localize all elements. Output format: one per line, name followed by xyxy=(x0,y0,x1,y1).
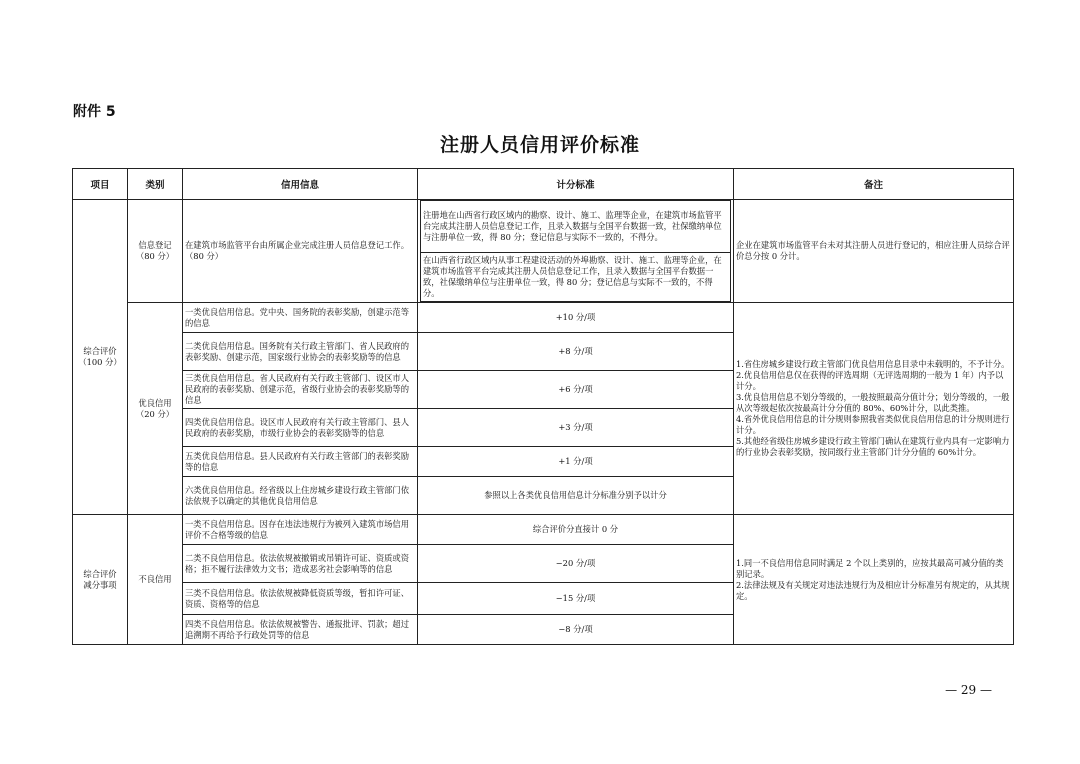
score-cell-registration xyxy=(418,200,734,303)
table-row xyxy=(73,515,1014,545)
good-credit-info: 二类优良信用信息。国务院有关行政主管部门、省人民政府的表彰奖励、创建示范，国家级行业协会的表彰奖励等的信息 xyxy=(183,333,418,371)
score-registration-local: 注册地在山西省行政区域内的勘察、设计、施工、监理等企业，在建筑市场监管平台完成其注册人员信息登记工作，且录入数据与全国平台数据一致，社保缴纳单位与注册单位一致，得 80 分；登记信息与实际不一致的，不得分。 xyxy=(421,201,731,253)
header-credit-info: 信用信息 xyxy=(183,169,418,200)
score-registration-external: 在山西省行政区域内从事工程建设活动的外埠勘察、设计、施工、监理等企业，在建筑市场监管平台完成其注册人员信息登记工作，且录入数据与全国平台数据一致，社保缴纳单位与注册单位一致，得 80 分；登记信息与实际不一致的，不得分。 xyxy=(421,253,731,302)
note-cell-bad-credit: 1.同一不良信用信息同时满足 2 个以上类别的，应按其最高可减分值的类别记录。 2.法律法规及有关规定对违法违规行为及相应计分标准另有规定的，从其规定。 xyxy=(734,515,1014,645)
good-credit-info: 四类优良信用信息。设区市人民政府有关行政主管部门、县人民政府的表彰奖励，市级行业协会的表彰奖励等的信息 xyxy=(183,409,418,447)
good-credit-score: +6 分/项 xyxy=(418,371,734,409)
good-credit-score: +10 分/项 xyxy=(418,303,734,333)
annex-label: 附件 5 xyxy=(73,104,116,120)
project-cell-deduction: 综合评价 减分事项 xyxy=(73,515,128,645)
note-cell-registration: 企业在建筑市场监管平台未对其注册人员进行登记的，相应注册人员综合评价总分按 0 分计。 xyxy=(734,200,1014,303)
table-row xyxy=(73,200,1014,303)
header-category: 类别 xyxy=(128,169,183,200)
note-cell-good-credit: 1.省住房城乡建设行政主管部门优良信用信息目录中未载明的，不予计分。 2.优良信用信息仅在获得的评选周期（无评选周期的一般为 1 年）内予以计分。 3.优良信用信息不划分等级的，一般按照最高分值计分；划分等级的，一般从次等级起依次按最高计分分值的 80%、60%计分，以此类推。 4.省外优良信用信息的计分规则参照我省类似优良信用信息的计分规则进行计分。 5.其他经省级住房城乡建设行政主管部门确认在建筑行业内具有一定影响力的行业协会表彰奖励，按同级行业主管部门计分分值的 60%计分。 xyxy=(734,303,1014,515)
credit-standard-table xyxy=(72,168,1014,645)
good-credit-info: 五类优良信用信息。县人民政府有关行政主管部门的表彰奖励等的信息 xyxy=(183,447,418,477)
header-project: 项目 xyxy=(73,169,128,200)
good-credit-info: 六类优良信用信息。经省级以上住房城乡建设行政主管部门依法依规予以确定的其他优良信用信息 xyxy=(183,477,418,515)
page-title: 注册人员信用评价标准 xyxy=(439,134,640,156)
header-remarks: 备注 xyxy=(734,169,1014,200)
good-credit-score: +8 分/项 xyxy=(418,333,734,371)
bad-credit-score: −20 分/项 xyxy=(418,545,734,583)
category-cell-registration: 信息登记 （80 分） xyxy=(128,200,183,303)
bad-credit-info: 四类不良信用信息。依法依规被警告、通报批评、罚款；超过追溯期不再给予行政处罚等的信息 xyxy=(183,615,418,645)
bad-credit-score: −8 分/项 xyxy=(418,615,734,645)
good-credit-info: 三类优良信用信息。省人民政府有关行政主管部门、设区市人民政府的表彰奖励、创建示范，省级行业协会的表彰奖励等的信息 xyxy=(183,371,418,409)
bad-credit-info: 三类不良信用信息。依法依规被降低资质等级，暂扣许可证、资质、资格等的信息 xyxy=(183,583,418,615)
bad-credit-info: 二类不良信用信息。依法依规被撤销或吊销许可证、资质或资格；拒不履行法律效力文书；造成恶劣社会影响等的信息 xyxy=(183,545,418,583)
project-cell-comprehensive: 综合评价 （100 分） xyxy=(73,200,128,515)
category-cell-good-credit: 优良信用 （20 分） xyxy=(128,303,183,515)
category-cell-bad-credit: 不良信用 xyxy=(128,515,183,645)
bad-credit-info: 一类不良信用信息。因存在违法违规行为被列入建筑市场信用评价不合格等级的信息 xyxy=(183,515,418,545)
page-number: — 29 — xyxy=(945,683,992,697)
good-credit-score: +3 分/项 xyxy=(418,409,734,447)
good-credit-score: 参照以上各类优良信用信息计分标准分别予以计分 xyxy=(418,477,734,515)
bad-credit-score: −15 分/项 xyxy=(418,583,734,615)
good-credit-info: 一类优良信用信息。党中央、国务院的表彰奖励，创建示范等的信息 xyxy=(183,303,418,333)
table-header-row xyxy=(73,169,1014,200)
good-credit-score: +1 分/项 xyxy=(418,447,734,477)
info-cell-registration: 在建筑市场监管平台由所属企业完成注册人员信息登记工作。（80 分） xyxy=(183,200,418,303)
header-score-standard: 计分标准 xyxy=(418,169,734,200)
bad-credit-score: 综合评价分直接计 0 分 xyxy=(418,515,734,545)
table-row xyxy=(73,303,1014,333)
